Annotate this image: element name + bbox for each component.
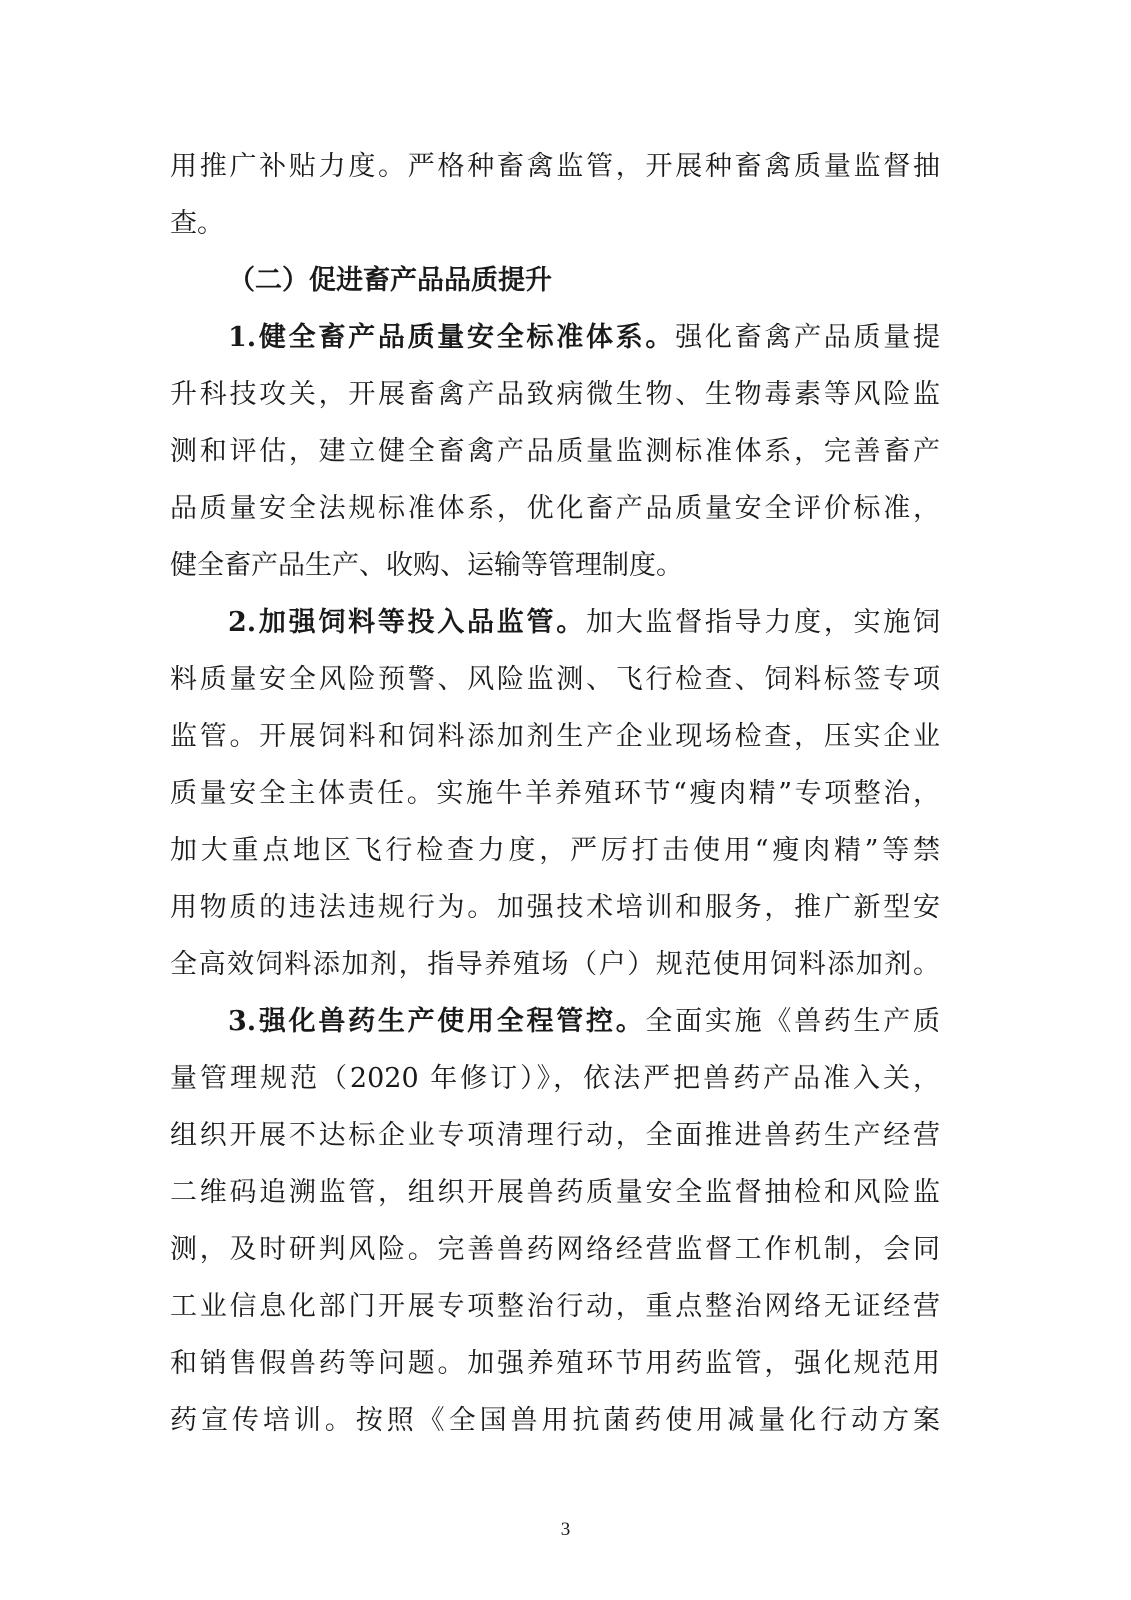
text-line: 健全畜产品生产、收购、运输等管理制度。 — [170, 550, 683, 581]
paragraph-lead: 3.强化兽药生产使用全程管控。 — [228, 1006, 646, 1037]
text-line: 药宣传培训。按照《全国兽用抗菌药使用减量化行动方案 — [170, 1405, 940, 1436]
text-line: 升科技攻关，开展畜禽产品致病微生物、生物毒素等风险监 — [170, 379, 940, 410]
text-line: 量管理规范（2020 年修订）》，依法严把兽药产品准入关， — [170, 1063, 940, 1094]
text-line: 工业信息化部门开展专项整治行动，重点整治网络无证经营 — [170, 1291, 940, 1322]
text-line: 全高效饲料添加剂，指导养殖场（户）规范使用饲料添加剂。 — [170, 949, 940, 980]
text-line: 质量安全主体责任。实施牛羊养殖环节“瘦肉精”专项整治， — [170, 778, 940, 809]
paragraph-first-line — [228, 604, 940, 642]
page-number: 3 — [560, 1519, 571, 1540]
text-line: 用物质的违法违规行为。加强技术培训和服务，推广新型安 — [170, 892, 940, 923]
text-line: 测和评估，建立健全畜禽产品质量监测标准体系，完善畜产 — [170, 436, 940, 467]
text-segment: 全面实施《兽药生产质 — [645, 1006, 941, 1037]
paragraph-first-line — [228, 1003, 940, 1041]
paragraph-lead: 1.健全畜产品质量安全标准体系。 — [228, 322, 676, 353]
paragraph-lead: 2.加强饲料等投入品监管。 — [228, 607, 586, 638]
text-line: 监管。开展饲料和饲料添加剂生产企业现场检查，压实企业 — [170, 721, 940, 752]
paragraph-first-line — [228, 319, 940, 357]
text-line: 组织开展不达标企业专项清理行动，全面推进兽药生产经营 — [170, 1120, 940, 1151]
text-line: 品质量安全法规标准体系，优化畜产品质量安全评价标准， — [170, 493, 940, 524]
text-line: 二维码追溯监管，组织开展兽药质量安全监督抽检和风险监 — [170, 1177, 940, 1208]
text-line: 料质量安全风险预警、风险监测、飞行检查、饲料标签专项 — [170, 664, 940, 695]
text-line: 和销售假兽药等问题。加强养殖环节用药监管，强化规范用 — [170, 1348, 940, 1379]
text-line: 用推广补贴力度。严格种畜禽监管，开展种畜禽质量监督抽 — [170, 151, 940, 182]
text-line: 加大重点地区飞行检查力度，严厉打击使用“瘦肉精”等禁 — [170, 835, 940, 866]
text-line: 查。 — [170, 208, 224, 239]
section-heading: （二）促进畜产品品质提升 — [228, 265, 552, 296]
text-line: 测，及时研判风险。完善兽药网络经营监督工作机制，会同 — [170, 1234, 940, 1265]
text-segment: 强化畜禽产品质量提 — [675, 322, 941, 353]
text-segment: 加大监督指导力度，实施饲 — [585, 607, 941, 638]
